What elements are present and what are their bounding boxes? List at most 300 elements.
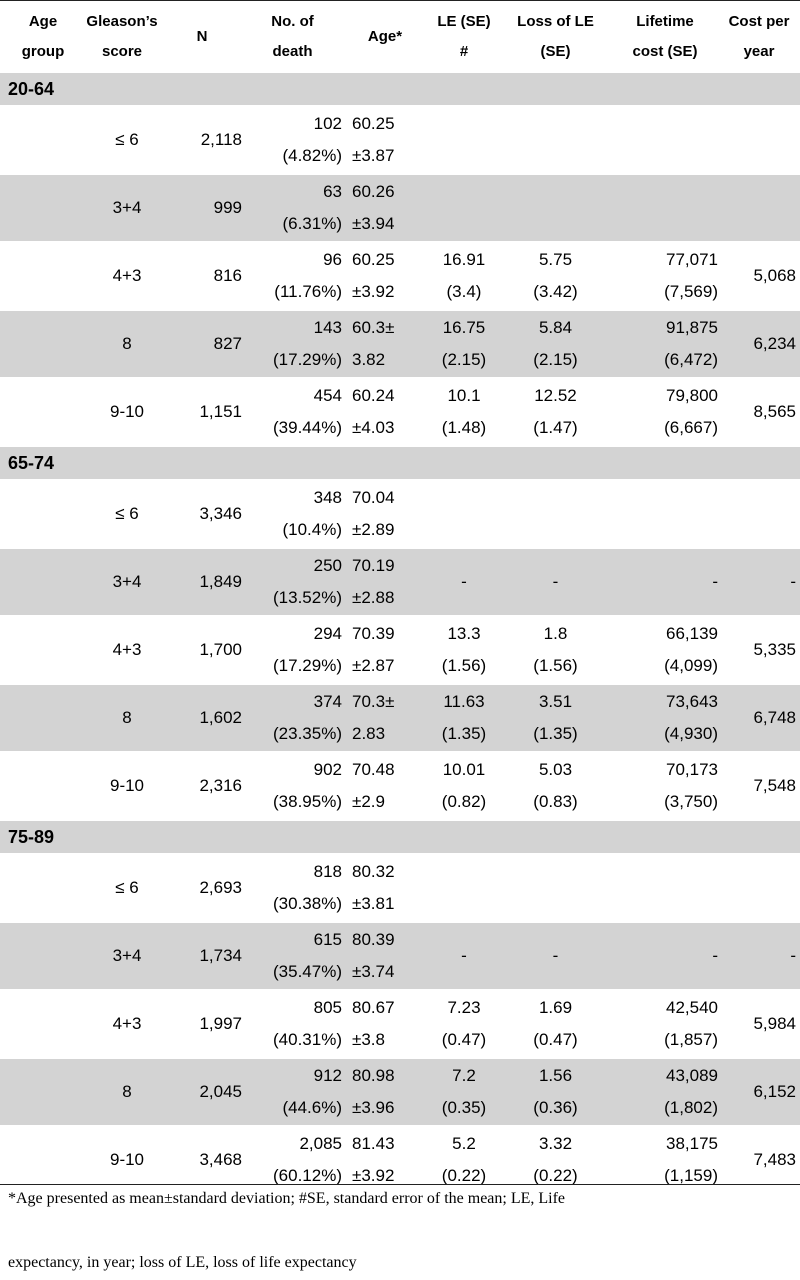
le-cell-line1: 16.75 <box>442 318 486 337</box>
n-cell-line1: 999 <box>213 198 242 217</box>
lifetime-cost-cell-line1: 79,800 <box>666 386 718 405</box>
loss-le-cell-line1: 5.75 <box>538 250 573 269</box>
table-row <box>0 753 800 819</box>
age-cell-line2: ±3.74 <box>352 962 395 981</box>
age-group-label: 75-89 <box>8 827 55 847</box>
cost-per-year-cell <box>722 243 796 309</box>
age-cell-line2: ±3.96 <box>352 1098 395 1117</box>
loss-le-cell <box>508 379 603 445</box>
cost-per-year-cell-line1: 7,548 <box>753 776 796 795</box>
table-row <box>0 311 800 377</box>
age-group-row <box>0 447 800 479</box>
cost-per-year-cell-line1: 5,335 <box>753 640 796 659</box>
n-cell-line1: 1,734 <box>199 946 242 965</box>
cost-per-year-cell <box>722 855 796 921</box>
loss-le-cell-line2: (0.22) <box>533 1166 578 1185</box>
age-cell-line2: ±2.9 <box>352 792 385 811</box>
deaths-cell-line2: (44.6%) <box>282 1098 342 1117</box>
age-cell <box>352 549 422 615</box>
lifetime-cost-cell <box>606 175 718 241</box>
deaths-cell <box>242 175 342 241</box>
deaths-cell-line1: 143 <box>313 318 342 337</box>
deaths-cell-line1: 615 <box>313 930 342 949</box>
lifetime-cost-cell-line1: 38,175 <box>666 1134 718 1153</box>
gleason-score-cell <box>72 923 182 989</box>
loss-le-cell <box>508 685 603 751</box>
age-cell-line2: 3.82 <box>352 350 386 369</box>
age-cell-line1: 80.39 <box>352 930 395 949</box>
n-cell <box>182 753 242 819</box>
header-gleason-line1: Gleason’s <box>86 13 158 30</box>
cost-per-year-cell-line1: 6,234 <box>753 334 796 353</box>
deaths-cell-line1: 454 <box>313 386 342 405</box>
deaths-cell-line1: 348 <box>313 488 342 507</box>
n-cell-line1: 2,693 <box>199 878 242 897</box>
gleason-score-cell-line1: 8 <box>122 1082 132 1101</box>
loss-le-cell <box>508 991 603 1057</box>
age-cell <box>352 617 422 683</box>
age-cell <box>352 243 422 309</box>
deaths-cell-line1: 102 <box>313 114 342 133</box>
n-cell <box>182 855 242 921</box>
loss-le-cell-line1: 3.51 <box>538 692 573 711</box>
table-row <box>0 991 800 1057</box>
le-cell-line2: (1.48) <box>441 418 487 437</box>
loss-le-cell <box>508 855 603 921</box>
table-row <box>0 923 800 989</box>
loss-le-cell <box>508 549 603 615</box>
cost-per-year-cell-line1: 6,152 <box>753 1082 796 1101</box>
le-cell <box>424 617 504 683</box>
le-cell-line1: - <box>461 946 467 965</box>
deaths-cell-line2: (39.44%) <box>273 418 342 437</box>
lifetime-cost-cell <box>606 617 718 683</box>
loss-le-cell <box>508 753 603 819</box>
lifetime-cost-cell <box>606 311 718 377</box>
loss-le-cell-line2: (2.15) <box>533 350 578 369</box>
n-cell-line1: 3,468 <box>199 1150 242 1169</box>
cost-per-year-cell-line1: 8,565 <box>753 402 796 421</box>
gleason-score-cell-line1: 4+3 <box>112 640 142 659</box>
gleason-score-cell <box>72 549 182 615</box>
gleason-score-cell-line1: ≤ 6 <box>115 878 139 897</box>
cost-per-year-cell <box>722 685 796 751</box>
age-cell-line1: 60.25 <box>352 114 395 133</box>
gleason-score-cell <box>72 685 182 751</box>
deaths-cell-line2: (4.82%) <box>282 146 342 165</box>
deaths-cell-line1: 818 <box>313 862 342 881</box>
age-cell-line1: 70.04 <box>352 488 395 507</box>
gleason-score-cell-line1: ≤ 6 <box>115 504 139 523</box>
loss-le-cell <box>508 481 603 547</box>
age-cell-line1: 81.43 <box>352 1134 395 1153</box>
cost-per-year-cell-line1: - <box>790 572 796 591</box>
table-row <box>0 175 800 241</box>
deaths-cell <box>242 855 342 921</box>
age-group-label: 20-64 <box>8 79 55 99</box>
footnote-line-2: expectancy, in year; loss of LE, loss of life expectancy <box>8 1254 357 1271</box>
le-cell <box>424 685 504 751</box>
cost-per-year-cell-line1: 6,748 <box>753 708 796 727</box>
gleason-score-cell-line1: 8 <box>122 708 132 727</box>
cost-per-year-cell-line1: 7,483 <box>753 1150 796 1169</box>
lifetime-cost-cell-line2: (1,159) <box>664 1166 718 1185</box>
n-cell-line1: 1,997 <box>199 1014 242 1033</box>
lifetime-cost-cell-line2: (4,930) <box>664 724 718 743</box>
gleason-score-cell-line1: ≤ 6 <box>115 130 139 149</box>
age-group-row <box>0 73 800 105</box>
n-cell <box>182 107 242 173</box>
age-cell <box>352 1059 422 1125</box>
lifetime-cost-cell-line2: (3,750) <box>664 792 718 811</box>
table-row <box>0 549 800 615</box>
deaths-cell-line1: 2,085 <box>299 1134 342 1153</box>
table-row <box>0 617 800 683</box>
table-header <box>0 0 800 74</box>
header-lifetime <box>610 1 720 73</box>
deaths-cell <box>242 991 342 1057</box>
age-cell <box>352 991 422 1057</box>
n-cell <box>182 991 242 1057</box>
lifetime-cost-cell <box>606 923 718 989</box>
header-loss <box>508 1 603 73</box>
le-cell-line2: (1.56) <box>441 656 487 675</box>
age-cell-line1: 80.32 <box>352 862 395 881</box>
gleason-score-cell <box>72 107 182 173</box>
lifetime-cost-cell-line1: 43,089 <box>666 1066 718 1085</box>
n-cell <box>182 379 242 445</box>
le-cell <box>424 243 504 309</box>
deaths-cell-line2: (6.31%) <box>282 214 342 233</box>
lifetime-cost-cell-line1: 70,173 <box>666 760 718 779</box>
header-deaths-line2: death <box>272 43 313 60</box>
n-cell-line1: 2,118 <box>200 130 242 149</box>
n-cell <box>182 923 242 989</box>
n-cell <box>182 685 242 751</box>
le-cell-line2: (0.47) <box>441 1030 487 1049</box>
lifetime-cost-cell-line1: - <box>712 572 718 591</box>
deaths-cell <box>242 923 342 989</box>
loss-le-cell-line2: (1.35) <box>533 724 578 743</box>
header-age <box>355 1 415 73</box>
deaths-cell-line2: (35.47%) <box>273 962 342 981</box>
header-n-text: N <box>196 28 208 45</box>
gleason-score-cell-line1: 9-10 <box>109 1150 145 1169</box>
n-cell-line1: 2,045 <box>199 1082 242 1101</box>
deaths-cell-line1: 374 <box>313 692 342 711</box>
gleason-score-cell <box>72 617 182 683</box>
n-cell-line1: 1,602 <box>199 708 242 727</box>
lifetime-cost-cell-line1: 42,540 <box>666 998 718 1017</box>
deaths-cell-line2: (11.76%) <box>274 282 342 301</box>
age-cell <box>352 175 422 241</box>
le-cell <box>424 379 504 445</box>
deaths-cell-line2: (17.29%) <box>273 656 342 675</box>
cost-per-year-cell-line1: 5,068 <box>753 266 796 285</box>
le-cell <box>424 855 504 921</box>
age-group-row <box>0 821 800 853</box>
le-cell-line1: 11.63 <box>443 692 485 711</box>
footnote-line-1: *Age presented as mean±standard deviation; #SE, standard error of the mean; LE, Life <box>8 1190 566 1207</box>
gleason-score-cell <box>72 855 182 921</box>
le-cell-line1: 7.2 <box>452 1066 476 1085</box>
age-cell-line1: 70.39 <box>352 624 395 643</box>
lifetime-cost-cell <box>606 549 718 615</box>
age-cell-line2: ±2.89 <box>352 520 395 539</box>
gleason-score-cell <box>72 379 182 445</box>
gleason-score-cell <box>72 753 182 819</box>
deaths-cell <box>242 481 342 547</box>
age-cell-line2: ±2.88 <box>352 588 395 607</box>
deaths-cell-line1: 902 <box>313 760 342 779</box>
deaths-cell-line2: (13.52%) <box>273 588 342 607</box>
lifetime-cost-cell-line2: (1,857) <box>664 1030 718 1049</box>
deaths-cell-line1: 912 <box>313 1066 342 1085</box>
cost-per-year-cell <box>722 1059 796 1125</box>
loss-le-cell-line2: (0.36) <box>533 1098 578 1117</box>
deaths-cell-line1: 294 <box>313 624 342 643</box>
cost-per-year-cell <box>722 175 796 241</box>
cost-per-year-cell <box>722 617 796 683</box>
loss-le-cell-line1: 1.69 <box>538 998 573 1017</box>
lifetime-cost-cell-line2: (4,099) <box>664 656 718 675</box>
le-cell-line2: (3.4) <box>446 282 482 301</box>
loss-le-cell-line1: 3.32 <box>538 1134 573 1153</box>
cost-per-year-cell <box>722 311 796 377</box>
age-cell <box>352 855 422 921</box>
n-cell <box>182 1059 242 1125</box>
table-row <box>0 243 800 309</box>
loss-le-cell <box>508 617 603 683</box>
loss-le-cell <box>508 311 603 377</box>
age-cell-line2: 2.83 <box>352 724 386 743</box>
header-le <box>424 1 504 73</box>
gleason-score-cell <box>72 311 182 377</box>
age-cell-line2: ±3.81 <box>352 894 395 913</box>
age-cell-line2: ±2.87 <box>352 656 395 675</box>
le-cell-line1: 7.23 <box>447 998 481 1017</box>
table-row <box>0 855 800 921</box>
lifetime-cost-cell <box>606 753 718 819</box>
header-gleason <box>72 1 172 73</box>
loss-le-cell-line1: 1.56 <box>538 1066 573 1085</box>
deaths-cell <box>242 243 342 309</box>
gleason-score-cell-line1: 4+3 <box>112 266 142 285</box>
age-cell <box>352 107 422 173</box>
age-cell-line2: ±3.92 <box>352 1166 395 1185</box>
le-cell-line2: (0.22) <box>441 1166 487 1185</box>
le-cell-line1: 10.1 <box>447 386 481 405</box>
gleason-score-cell-line1: 9-10 <box>109 402 145 421</box>
age-cell-line2: ±3.92 <box>352 282 395 301</box>
deaths-cell <box>242 379 342 445</box>
header-deaths-line1: No. of <box>271 13 314 30</box>
lifetime-cost-cell-line1: 91,875 <box>666 318 718 337</box>
cost-per-year-cell <box>722 379 796 445</box>
deaths-cell <box>242 311 342 377</box>
header-lifetime-line2: cost (SE) <box>632 43 698 60</box>
gleason-score-cell <box>72 175 182 241</box>
n-cell-line1: 1,151 <box>199 402 242 421</box>
cost-per-year-cell <box>722 753 796 819</box>
le-cell <box>424 481 504 547</box>
le-cell <box>424 753 504 819</box>
le-cell <box>424 923 504 989</box>
gleason-score-cell-line1: 8 <box>122 334 132 353</box>
gleason-score-cell-line1: 3+4 <box>112 946 142 965</box>
lifetime-cost-cell-line2: (1,802) <box>664 1098 718 1117</box>
le-cell <box>424 175 504 241</box>
deaths-cell-line2: (60.12%) <box>273 1166 342 1185</box>
age-group-label: 65-74 <box>8 453 55 473</box>
loss-le-cell-line2: (0.47) <box>533 1030 578 1049</box>
le-cell <box>424 991 504 1057</box>
header-le-line2: # <box>459 43 469 60</box>
loss-le-cell-line2: (3.42) <box>533 282 578 301</box>
age-cell-line2: ±4.03 <box>352 418 395 437</box>
gleason-score-cell <box>72 243 182 309</box>
lifetime-cost-cell-line2: (7,569) <box>664 282 718 301</box>
age-cell <box>352 923 422 989</box>
deaths-cell <box>242 107 342 173</box>
lifetime-cost-cell <box>606 991 718 1057</box>
le-cell-line1: - <box>461 572 467 591</box>
lifetime-cost-cell <box>606 685 718 751</box>
loss-le-cell <box>508 107 603 173</box>
deaths-cell-line2: (17.29%) <box>273 350 342 369</box>
loss-le-cell <box>508 243 603 309</box>
deaths-cell-line1: 805 <box>313 998 342 1017</box>
loss-le-cell-line1: - <box>552 572 559 591</box>
loss-le-cell-line1: 5.84 <box>538 318 573 337</box>
n-cell <box>182 243 242 309</box>
gleason-score-cell-line1: 4+3 <box>112 1014 142 1033</box>
gleason-score-cell-line1: 3+4 <box>112 198 142 217</box>
lifetime-cost-cell <box>606 855 718 921</box>
age-cell-line1: 70.48 <box>352 760 395 779</box>
age-cell <box>352 379 422 445</box>
lifetime-cost-cell <box>606 243 718 309</box>
table-bottom-rule <box>0 1184 800 1185</box>
age-cell <box>352 753 422 819</box>
le-cell <box>424 549 504 615</box>
gleason-score-cell <box>72 481 182 547</box>
deaths-cell-line2: (40.31%) <box>273 1030 342 1049</box>
lifetime-cost-cell <box>606 379 718 445</box>
n-cell <box>182 617 242 683</box>
age-cell-line1: 60.3± <box>352 318 395 337</box>
lifetime-cost-cell-line1: 73,643 <box>666 692 718 711</box>
n-cell <box>182 549 242 615</box>
le-cell <box>424 107 504 173</box>
header-loss-line1: Loss of LE <box>517 13 594 30</box>
n-cell-line1: 827 <box>213 334 242 353</box>
loss-le-cell-line2: (0.83) <box>533 792 578 811</box>
deaths-cell <box>242 685 342 751</box>
age-cell-line1: 70.19 <box>352 556 395 575</box>
deaths-cell-line2: (10.4%) <box>282 520 342 539</box>
header-age-text: Age* <box>367 28 403 45</box>
n-cell <box>182 311 242 377</box>
age-cell-line1: 80.67 <box>352 998 395 1017</box>
lifetime-cost-cell-line1: 77,071 <box>666 250 718 269</box>
le-cell-line1: 10.01 <box>442 760 486 779</box>
age-cell <box>352 311 422 377</box>
loss-le-cell <box>508 923 603 989</box>
cost-per-year-cell <box>722 481 796 547</box>
age-cell-line2: ±3.8 <box>352 1030 385 1049</box>
header-cost-line2: year <box>743 43 775 60</box>
age-cell-line1: 80.98 <box>352 1066 395 1085</box>
le-cell <box>424 1059 504 1125</box>
deaths-cell <box>242 1059 342 1125</box>
loss-le-cell-line1: 12.52 <box>534 386 577 405</box>
gleason-score-cell <box>72 1059 182 1125</box>
cost-per-year-cell <box>722 923 796 989</box>
le-cell-line2: (0.82) <box>441 792 487 811</box>
n-cell-line1: 3,346 <box>199 504 242 523</box>
n-cell-line1: 1,700 <box>199 640 242 659</box>
cost-per-year-cell <box>722 107 796 173</box>
deaths-cell <box>242 617 342 683</box>
lifetime-cost-cell <box>606 107 718 173</box>
gleason-score-cell-line1: 9-10 <box>109 776 145 795</box>
age-cell-line2: ±3.87 <box>352 146 395 165</box>
deaths-cell-line1: 63 <box>323 182 342 201</box>
age-cell-line1: 70.3± <box>352 692 395 711</box>
header-le-line1: LE (SE) <box>437 13 491 30</box>
age-cell-line2: ±3.94 <box>352 214 395 233</box>
deaths-cell-line1: 96 <box>323 250 342 269</box>
loss-le-cell-line2: (1.47) <box>533 418 578 437</box>
header-deaths <box>240 1 345 73</box>
header-gleason-line2: score <box>101 43 143 60</box>
header-cost <box>722 1 796 73</box>
le-cell <box>424 311 504 377</box>
deaths-cell <box>242 549 342 615</box>
loss-le-cell <box>508 175 603 241</box>
loss-le-cell-line1: - <box>552 946 559 965</box>
gleason-score-cell <box>72 991 182 1057</box>
n-cell-line1: 1,849 <box>199 572 242 591</box>
cost-per-year-cell-line1: - <box>790 946 796 965</box>
gleason-score-cell-line1: 3+4 <box>112 572 142 591</box>
table-row <box>0 685 800 751</box>
le-cell-line1: 5.2 <box>452 1134 476 1153</box>
deaths-cell-line2: (38.95%) <box>273 792 342 811</box>
table-row <box>0 379 800 445</box>
lifetime-cost-cell-line2: (6,472) <box>664 350 718 369</box>
age-cell-line1: 60.25 <box>352 250 395 269</box>
loss-le-cell <box>508 1059 603 1125</box>
le-cell-line1: 16.91 <box>442 250 486 269</box>
lifetime-cost-cell-line1: 66,139 <box>666 624 718 643</box>
deaths-cell <box>242 753 342 819</box>
age-cell-line1: 60.26 <box>352 182 395 201</box>
cost-per-year-cell-line1: 5,984 <box>753 1014 796 1033</box>
deaths-cell-line2: (23.35%) <box>273 724 342 743</box>
n-cell <box>182 175 242 241</box>
loss-le-cell-line1: 1.8 <box>543 624 568 643</box>
header-loss-line2: (SE) <box>540 43 571 60</box>
header-cost-line1: Cost per <box>728 13 790 30</box>
deaths-cell-line1: 250 <box>313 556 342 575</box>
cost-per-year-cell <box>722 549 796 615</box>
table-row <box>0 107 800 173</box>
header-lifetime-line1: Lifetime <box>636 13 694 30</box>
header-age-group-line1: Age <box>28 13 58 30</box>
cost-per-year-cell <box>722 991 796 1057</box>
